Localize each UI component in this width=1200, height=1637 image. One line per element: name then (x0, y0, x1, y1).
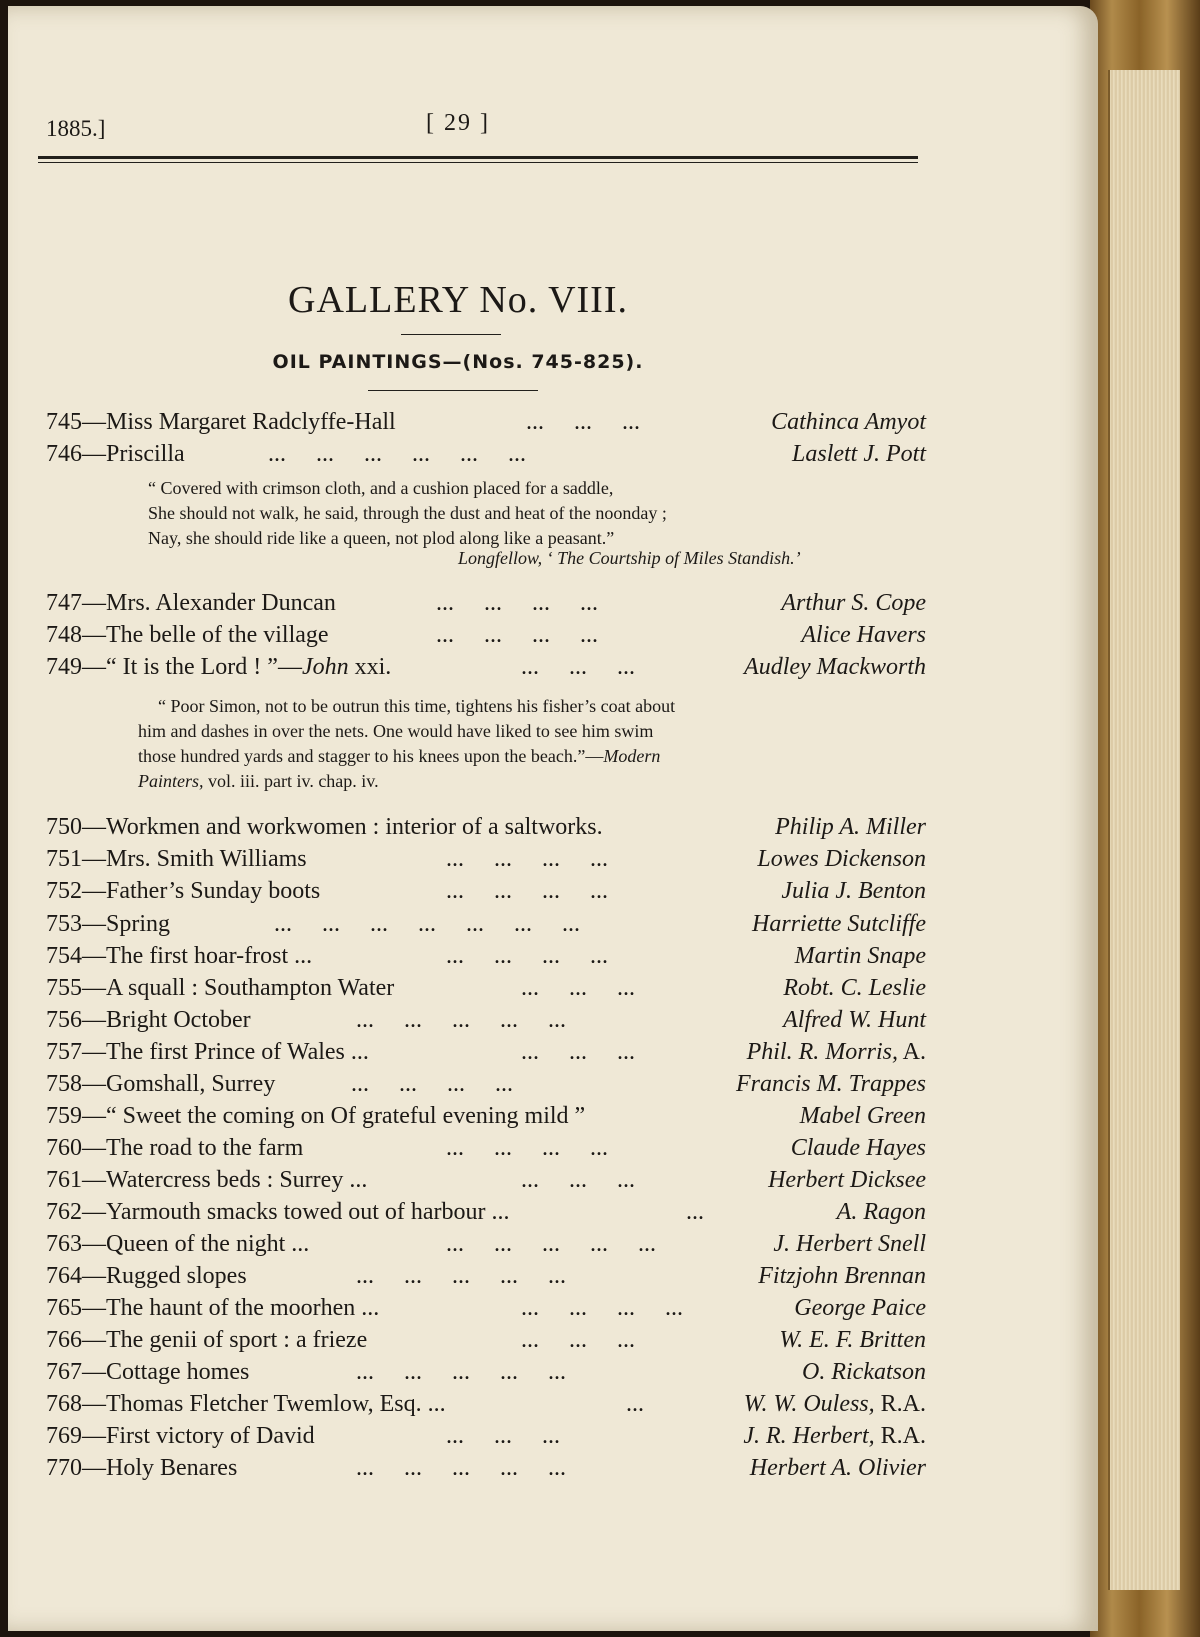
leader-dots: ... (626, 1391, 644, 1417)
quote-priscilla-line-1: “ Covered with crimson cloth, and a cushion placed for a saddle, (148, 478, 614, 498)
entry-title: 756—Bright October (46, 1007, 251, 1033)
entry-artist: Claude Hayes (790, 1135, 926, 1161)
entry-title: 757—The first Prince of Wales ... (46, 1039, 369, 1065)
leader-dots: ... ... ... ... (436, 590, 598, 616)
entry-artist: Fitzjohn Brennan (758, 1263, 926, 1289)
entry-artist: A. Ragon (836, 1199, 926, 1225)
page-number: [ 29 ] (426, 110, 490, 136)
entry-artist: Harriette Sutcliffe (752, 911, 926, 937)
entry-title: 753—Spring (46, 911, 171, 937)
catalogue-entry-764 (46, 1263, 926, 1295)
entry-artist: Alfred W. Hunt (783, 1007, 926, 1033)
catalogue-entry-767 (46, 1359, 926, 1391)
running-header (46, 106, 916, 156)
leader-dots: ... ... ... ... (436, 622, 598, 648)
entry-artist: Cathinca Amyot (771, 409, 926, 435)
entry-title: 754—The first hoar-frost ... (46, 943, 313, 969)
entry-artist (747, 1039, 926, 1066)
entry-title: 767—Cottage homes (46, 1359, 250, 1385)
entry-artist-name: Phil. R. Morris, (746, 1039, 898, 1065)
entry-artist: Martin Snape (794, 943, 926, 969)
quote-priscilla-attribution: Longfellow, ‘ The Courtship of Miles Standish.’ (458, 548, 801, 568)
catalogue-entry-768 (46, 1391, 926, 1423)
entry-title: 769—First victory of David (46, 1423, 315, 1449)
entry-title: 745—Miss Margaret Radclyffe-Hall (46, 409, 396, 435)
entry-artist-name: W. W. Ouless, (743, 1391, 875, 1417)
entry-artist (744, 1391, 926, 1418)
header-rule-thin (38, 162, 918, 163)
leader-dots: ... ... ... ... (446, 943, 608, 969)
title-divider (401, 334, 501, 335)
leader-dots: ... ... ... ... ... ... ... (274, 911, 580, 937)
catalogue-entry-748 (46, 622, 926, 654)
entry-artist: Herbert Dicksee (768, 1167, 926, 1193)
entry-title: 764—Rugged slopes (46, 1263, 247, 1289)
catalogue-entry-751 (46, 846, 926, 878)
leader-dots: ... ... ... (521, 654, 635, 680)
leader-dots: ... ... ... ... (446, 1135, 608, 1161)
entry-artist-honour: R.A. (874, 1423, 926, 1449)
leader-dots: ... ... ... ... (446, 846, 608, 872)
entry-title: 755—A squall : Southampton Water (46, 975, 395, 1001)
entry-title: 766—The genii of sport : a frieze (46, 1327, 368, 1353)
entry-artist: Audley Mackworth (744, 654, 926, 680)
entry-title: 761—Watercress beds : Surrey ... (46, 1167, 368, 1193)
entry-artist: Laslett J. Pott (792, 441, 926, 467)
quote-lord-line-3 (138, 744, 660, 769)
catalogue-entry-761 (46, 1167, 926, 1199)
catalogue-page (8, 6, 1098, 1631)
quote-lord-line-1: “ Poor Simon, not to be outrun this time, tightens his fisher’s coat about (158, 696, 676, 716)
catalogue-entry-754 (46, 943, 926, 975)
catalogue-entry-763 (46, 1231, 926, 1263)
entry-artist: W. E. F. Britten (779, 1327, 926, 1353)
catalogue-entry-766 (46, 1327, 926, 1359)
catalogue-entry-760 (46, 1135, 926, 1167)
entry-artist-honour: A. (897, 1039, 926, 1065)
leader-dots: ... ... ... ... (521, 1295, 683, 1321)
entry-title: 765—The haunt of the moorhen ... (46, 1295, 380, 1321)
entry-artist-name: J. R. Herbert, (743, 1423, 875, 1449)
entry-title: 751—Mrs. Smith Williams (46, 846, 307, 872)
entry-title: 762—Yarmouth smacks towed out of harbour ... (46, 1199, 510, 1225)
entry-artist: Alice Havers (801, 622, 926, 648)
page-edges (1108, 70, 1180, 1590)
quote-lord-source-cont: Painters, (138, 771, 204, 791)
leader-dots: ... ... ... (521, 1167, 635, 1193)
catalogue-entry-750 (46, 814, 926, 846)
quote-lord-line-2: him and dashes in over the nets. One would have liked to see him swim (138, 721, 654, 741)
leader-dots: ... ... ... (521, 1039, 635, 1065)
leader-dots: ... ... ... (521, 975, 635, 1001)
leader-dots: ... ... ... ... ... (446, 1231, 656, 1257)
entry-title: 750—Workmen and workwomen : interior of a saltworks. (46, 814, 603, 840)
catalogue-entry-756 (46, 1007, 926, 1039)
header-rule-thick (38, 156, 918, 159)
leader-dots: ... ... ... ... ... (356, 1359, 566, 1385)
entry-artist: Robt. C. Leslie (783, 975, 926, 1001)
leader-dots: ... ... ... ... ... ... (268, 441, 526, 467)
section-title: OIL PAINTINGS—(Nos. 745-825). (272, 351, 644, 373)
gallery-title: GALLERY No. VIII. (288, 279, 628, 321)
section-divider (368, 390, 538, 391)
catalogue-entry-753 (46, 911, 926, 943)
quote-lord-source: Modern (603, 746, 661, 766)
entry-artist: Arthur S. Cope (781, 590, 926, 616)
entry-title: 747—Mrs. Alexander Duncan (46, 590, 336, 616)
entry-title: 746—Priscilla (46, 441, 185, 467)
catalogue-entry-746 (46, 441, 926, 473)
entry-title: 752—Father’s Sunday boots (46, 878, 321, 904)
entry-title-text: 749—“ It is the Lord ! ”— (46, 654, 302, 680)
leader-dots: ... ... ... ... ... (356, 1263, 566, 1289)
entry-title: 758—Gomshall, Surrey (46, 1071, 276, 1097)
entry-title-suffix: xxi. (348, 654, 392, 680)
entry-title: 759—“ Sweet the coming on Of grateful evening mild ” (46, 1103, 586, 1129)
entry-artist: Lowes Dickenson (757, 846, 926, 872)
entry-artist: Julia J. Benton (781, 878, 926, 904)
quote-lord-line-3-text: those hundred yards and stagger to his knees upon the beach.”— (138, 746, 604, 766)
catalogue-entry-770 (46, 1455, 926, 1487)
entry-title: 748—The belle of the village (46, 622, 329, 648)
quote-priscilla-line-2: She should not walk, he said, through the dust and heat of the noonday ; (148, 503, 667, 523)
leader-dots: ... ... ... (446, 1423, 560, 1449)
entry-artist: Philip A. Miller (775, 814, 926, 840)
leader-dots: ... ... ... (521, 1327, 635, 1353)
entry-artist: Herbert A. Olivier (749, 1455, 926, 1481)
leader-dots: ... ... ... ... (351, 1071, 513, 1097)
catalogue-entry-769 (46, 1423, 926, 1455)
quote-priscilla-line-3: Nay, she should ride like a queen, not plod along like a peasant.” (148, 528, 615, 548)
catalogue-entry-749 (46, 654, 926, 686)
entry-title: 768—Thomas Fletcher Twemlow, Esq. ... (46, 1391, 446, 1417)
catalogue-entry-758 (46, 1071, 926, 1103)
entry-title-italic: John (301, 654, 349, 680)
entry-title: 763—Queen of the night ... (46, 1231, 310, 1257)
catalogue-entry-752 (46, 878, 926, 910)
quote-lord-line-4 (138, 769, 379, 794)
leader-dots: ... ... ... ... ... (356, 1455, 566, 1481)
catalogue-entry-757 (46, 1039, 926, 1071)
leader-dots: ... ... ... (526, 409, 640, 435)
leader-dots: ... ... ... ... ... (356, 1007, 566, 1033)
catalogue-entry-765 (46, 1295, 926, 1327)
entry-artist-honour: R.A. (874, 1391, 926, 1417)
catalogue-entry-755 (46, 975, 926, 1007)
catalogue-entry-762 (46, 1199, 926, 1231)
catalogue-entry-747 (46, 590, 926, 622)
entry-title: 770—Holy Benares (46, 1455, 238, 1481)
quote-lord-reference: vol. iii. part iv. chap. iv. (203, 771, 379, 791)
leader-dots: ... ... ... ... (446, 878, 608, 904)
entry-artist: Mabel Green (799, 1103, 926, 1129)
header-year: 1885.] (46, 116, 106, 141)
entry-title (46, 654, 391, 681)
entry-title: 760—The road to the farm (46, 1135, 304, 1161)
entry-artist: George Paice (794, 1295, 926, 1321)
entry-artist: Francis M. Trappes (735, 1071, 926, 1097)
entry-artist (743, 1423, 926, 1450)
entry-artist: O. Rickatson (802, 1359, 926, 1385)
leader-dots: ... (686, 1199, 704, 1225)
catalogue-entry-759 (46, 1103, 926, 1135)
catalogue-entry-745 (46, 409, 926, 441)
entry-artist: J. Herbert Snell (773, 1231, 926, 1257)
